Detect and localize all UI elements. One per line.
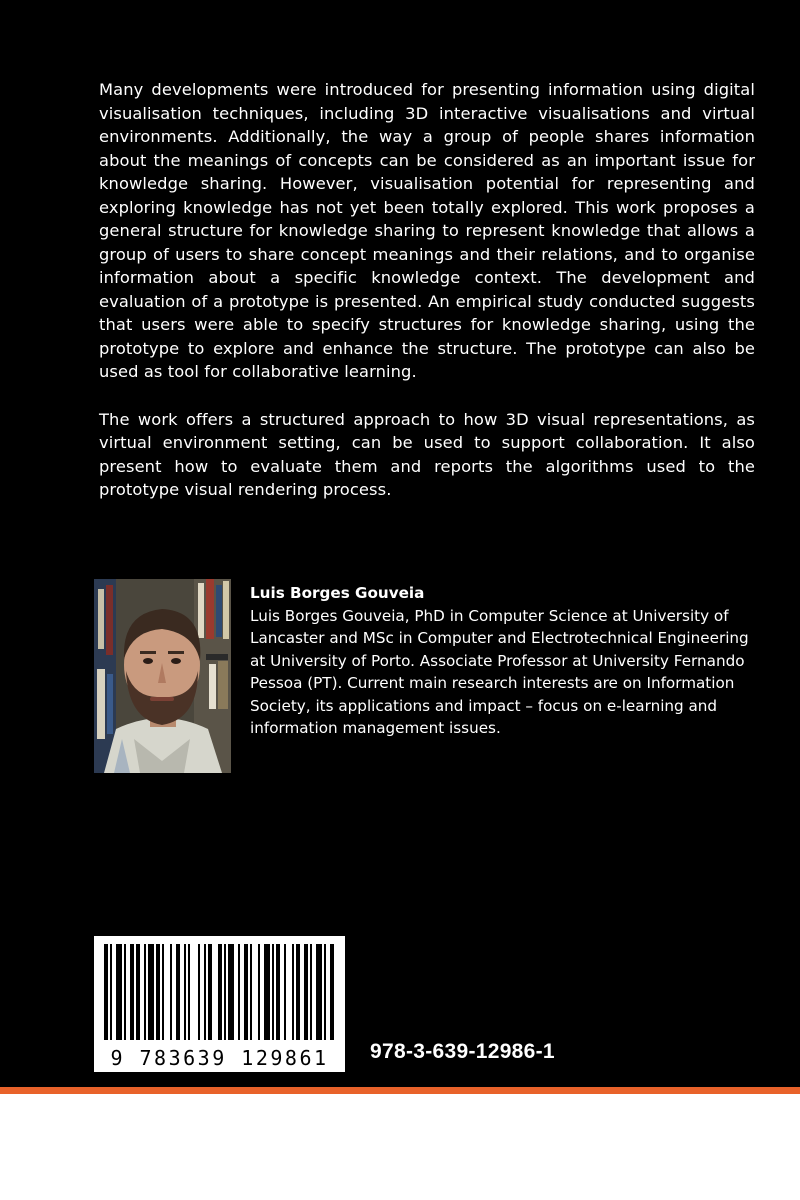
barcode-bar (324, 944, 326, 1040)
accent-stripe (0, 1087, 800, 1094)
barcode-bar (124, 944, 126, 1040)
barcode-bar (238, 944, 240, 1040)
barcode-bar (250, 944, 252, 1040)
barcode-bar (104, 944, 108, 1040)
barcode-bar (184, 944, 186, 1040)
barcode-bar (224, 944, 226, 1040)
barcode-bar (188, 944, 190, 1040)
barcode-bar (176, 944, 180, 1040)
barcode-bar (296, 944, 300, 1040)
barcode-bar (276, 944, 280, 1040)
barcode-bar (130, 944, 134, 1040)
barcode-bar (156, 944, 160, 1040)
barcode-bar (208, 944, 212, 1040)
barcode-bar (116, 944, 122, 1040)
page-margin (0, 1094, 800, 1200)
barcode-bar (198, 944, 200, 1040)
barcode-bar (144, 944, 146, 1040)
barcode-bar (218, 944, 222, 1040)
barcode-bar (310, 944, 312, 1040)
barcode-bar (316, 944, 322, 1040)
barcode (94, 936, 345, 1072)
author-name: Luis Borges Gouveia (250, 584, 425, 602)
barcode-bar (170, 944, 172, 1040)
barcode-bar (304, 944, 308, 1040)
author-bio-text: Luis Borges Gouveia, PhD in Computer Science at University of Lancaster and MSc in Computer and Electrotechnical Engineering at University of Porto. Associate Professor at University Fernando Pessoa (PT). Current main research interests are on Information Society, its applications and impact – focus on e-learning and information management issues. (250, 606, 749, 737)
description-paragraph-2: The work offers a structured approach to how 3D visual representations, as virtual environment setting, can be used to support collaboration. It also present how to evaluate them and reports the algorithms used to the prototype visual rendering process. (99, 409, 755, 499)
barcode-bar (162, 944, 164, 1040)
description-paragraph-1: Many developments were introduced for presenting information using digital visualisation techniques, including 3D interactive visualisations and virtual environments. Additionally, the way a group of people shares information about the meanings of concepts can be considered as an important issue for knowledge sharing. However, visualisation potential for representing and exploring knowledge has not yet been totally explored. This work proposes a general structure for knowledge sharing to represent knowledge that allows a group of users to share concept meanings and their relations, and to organise information about a specific knowledge context. The development and evaluation of a prototype is presented. An empirical study conducted suggests that users were able to specify structures for knowledge sharing, using the prototype to explore and enhance the structure. The prototype can also be used as tool for collaborative learning. (99, 80, 755, 381)
barcode-bar (244, 944, 248, 1040)
barcode-bar (136, 944, 140, 1040)
isbn-number: 978-3-639-12986-1 (370, 1040, 555, 1063)
barcode-bar (204, 944, 206, 1040)
barcode-bar (148, 944, 154, 1040)
barcode-bars (94, 936, 345, 1046)
barcode-bar (264, 944, 270, 1040)
barcode-bar (272, 944, 274, 1040)
barcode-bar (258, 944, 260, 1040)
book-description (99, 78, 755, 502)
barcode-digits: 9 783639 129861 (110, 1046, 329, 1070)
barcode-bar (292, 944, 294, 1040)
barcode-bar (330, 944, 334, 1040)
author-bio (250, 582, 760, 740)
barcode-bar (284, 944, 286, 1040)
barcode-bar (110, 944, 112, 1040)
author-photo (94, 579, 231, 773)
barcode-bar (228, 944, 234, 1040)
